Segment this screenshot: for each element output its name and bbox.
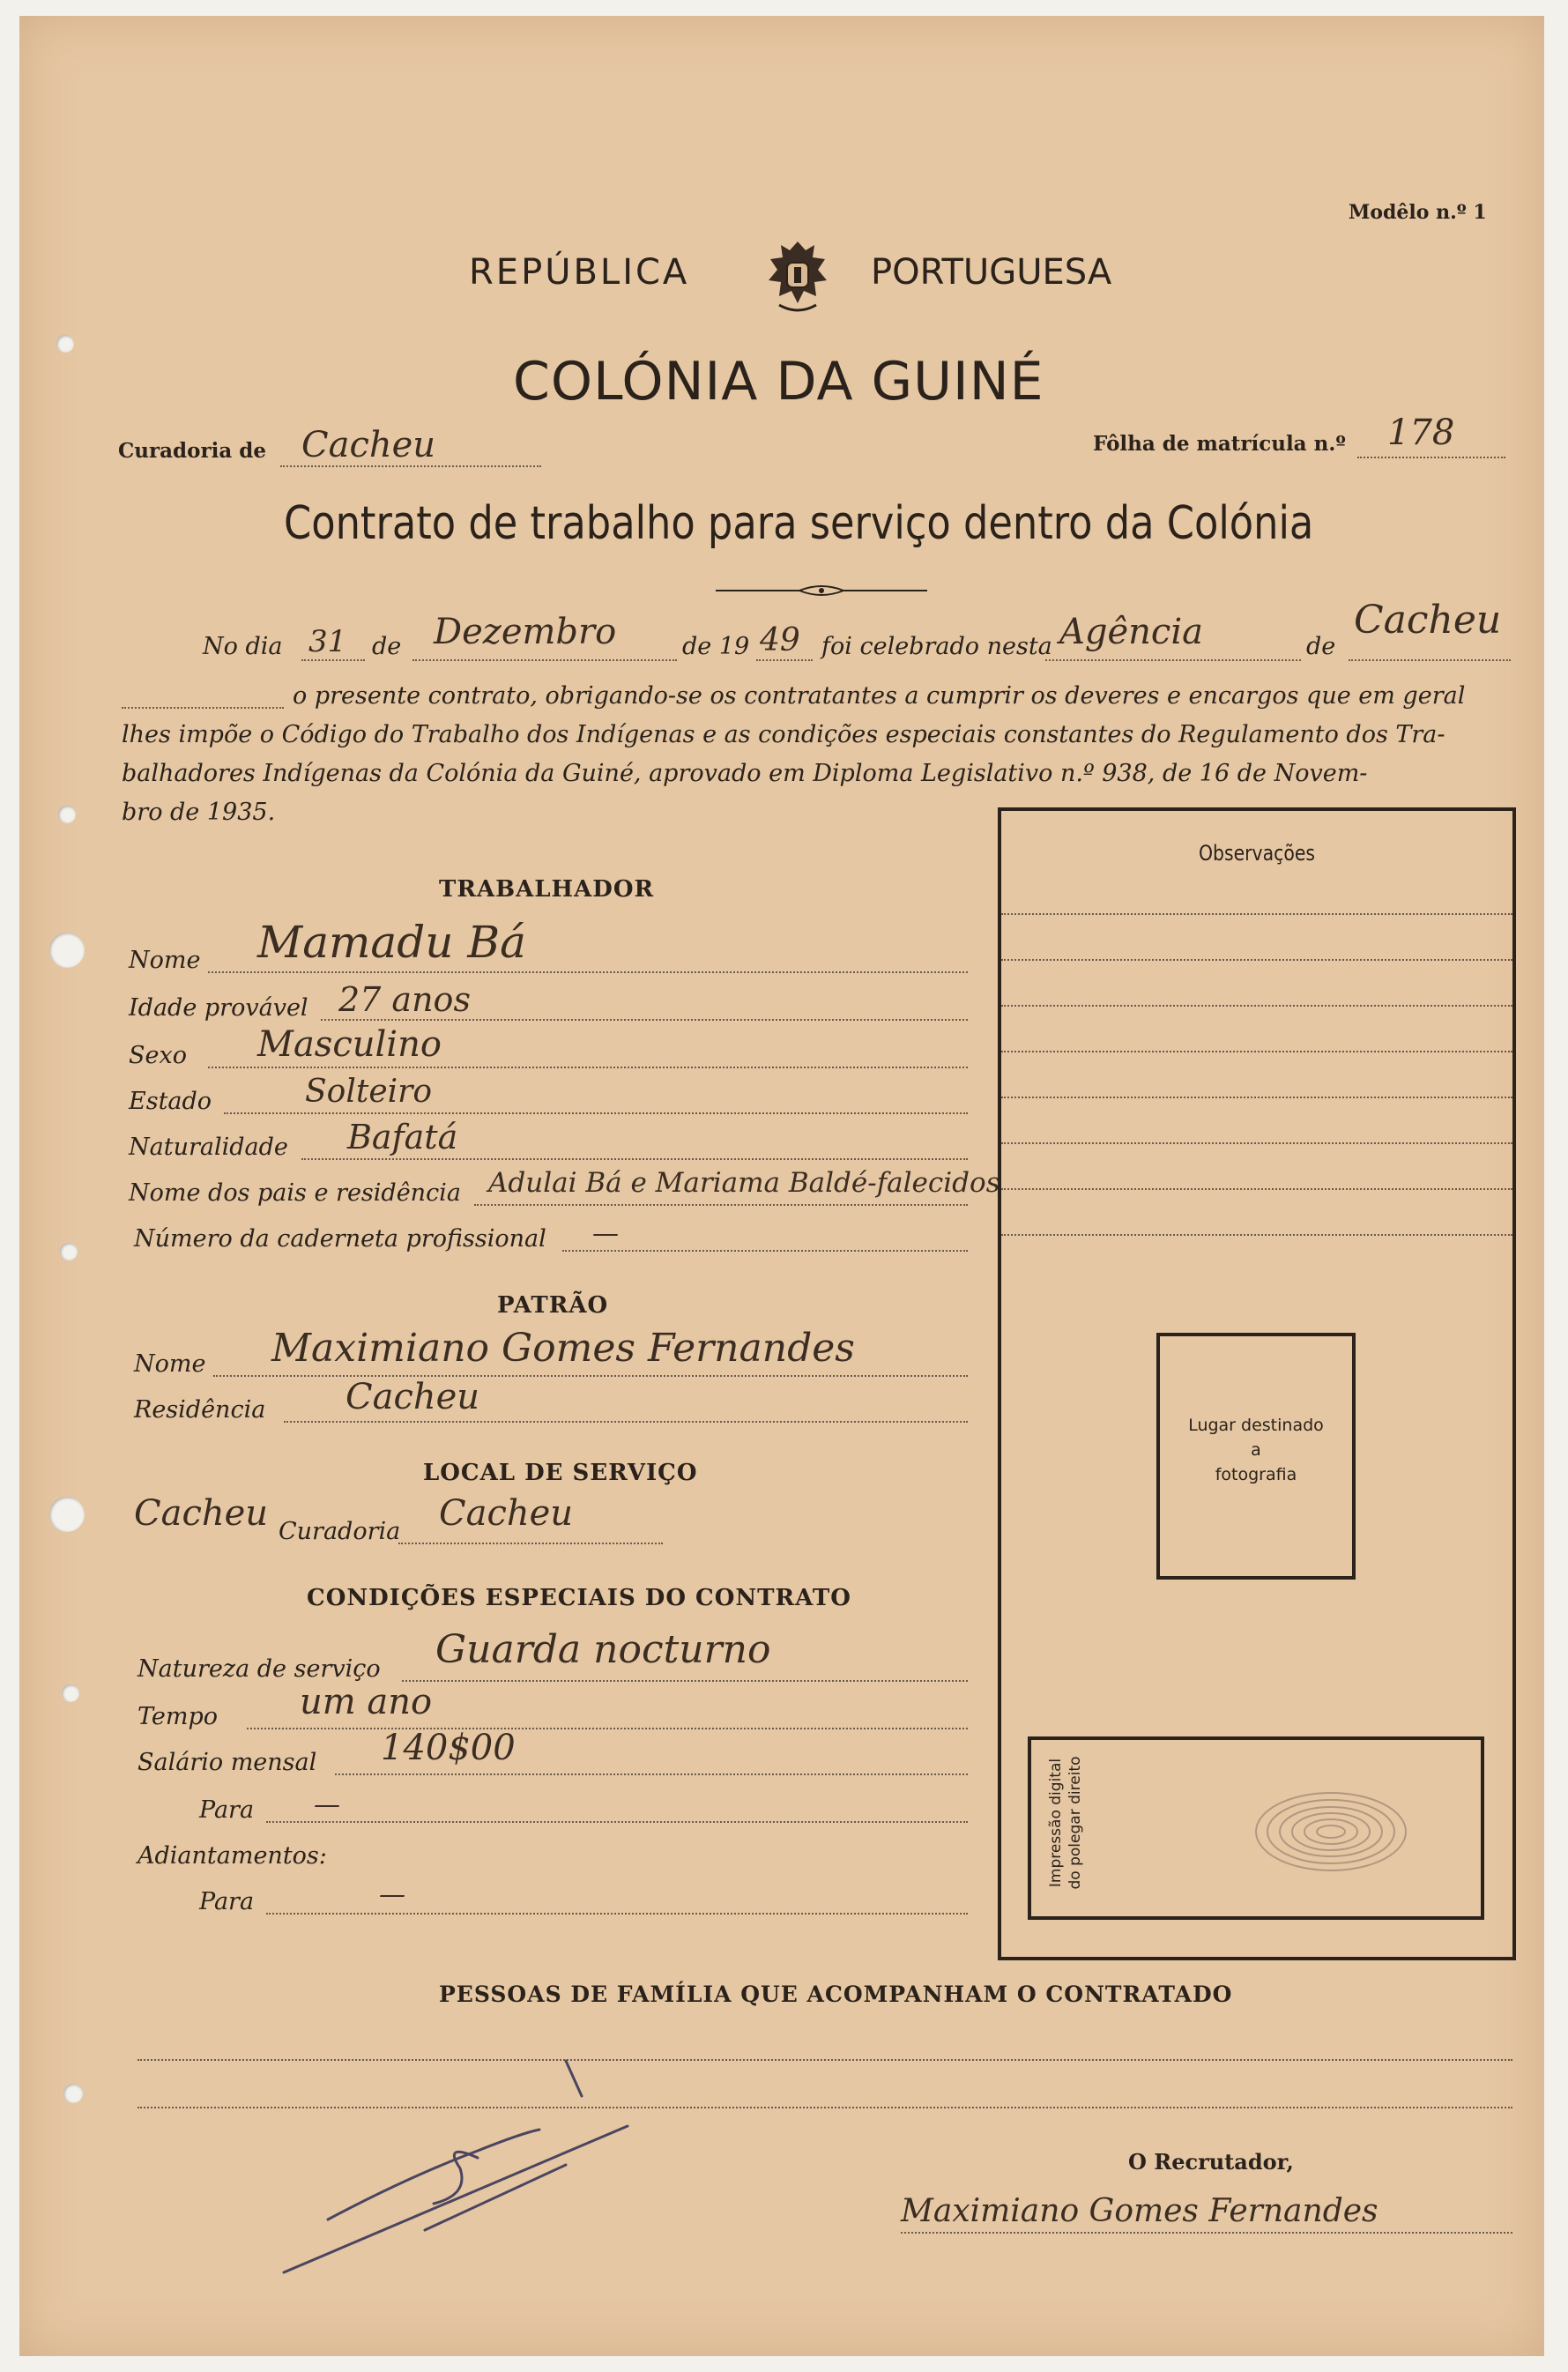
trabalhador-nome: Mamadu Bá [257,917,526,968]
residencia-label: Residência [134,1396,266,1424]
observacoes-heading: Observações [1198,841,1316,866]
model-number: Modêlo n.º 1 [1349,201,1487,224]
condicoes-natureza: Guarda nocturno [435,1627,771,1672]
intro-de-19: de 19 [682,633,750,660]
intro-local-dots [1045,659,1301,661]
punch-hole [49,933,85,968]
punch-hole [63,2084,83,2103]
tempo-dots [247,1728,968,1729]
sexo-label: Sexo [129,1042,187,1069]
thumbprint-label-line1: Impressão digital [1047,1758,1065,1888]
intro-dia-dots [301,659,365,661]
local-curadoria-label: Curadoria [279,1518,401,1545]
observacoes-box [998,807,1516,1960]
photo-text-line1: Lugar destinado [1188,1416,1324,1435]
intro-cidade-dots [1349,659,1511,661]
estado-label: Estado [129,1088,212,1115]
condicoes-heading: CONDIÇÕES ESPECIAIS DO CONTRATO [307,1585,851,1611]
para2-label: Para [199,1888,255,1915]
patrao-nome-label: Nome [134,1350,206,1378]
caderneta-label: Número da caderneta profissional [134,1225,546,1253]
local-servico-local: Cacheu [134,1493,269,1534]
punch-hole [58,806,76,823]
intro-local: Agência [1059,612,1203,652]
intro-line3: lhes impõe o Código do Trabalho dos Indígenas e as condições especiais constantes do Regulamento dos Tra- [122,721,1445,748]
intro-line4: balhadores Indígenas da Colónia da Guiné, aprovado em Diploma Legislativo n.º 938, de 16 de Novem- [122,760,1368,787]
adiantamentos-label: Adiantamentos: [137,1842,327,1870]
curadoria-value: Cacheu [301,425,436,465]
natureza-label: Natureza de serviço [137,1655,381,1683]
sexo-dots [208,1067,968,1068]
republic-left-text: REPÚBLICA [469,252,690,293]
observacoes-line [1001,1051,1512,1052]
folha-label: Fôlha de matrícula n.º [1093,432,1346,456]
observacoes-line [1001,959,1512,961]
intro-dia: 31 [308,624,347,659]
intro-mes-dots [412,659,677,661]
curadoria-label: Curadoria de [118,439,266,463]
local-servico-curadoria: Cacheu [439,1493,574,1534]
intro-line2-dots [122,707,284,709]
nome-label: Nome [129,947,201,974]
intro-foi-celebrado: foi celebrado nesta [821,633,1052,660]
observacoes-line [1001,1234,1512,1236]
trabalhador-caderneta: — [592,1218,619,1249]
photo-text-line2: a [1251,1440,1261,1460]
pais-label: Nome dos pais e residência [129,1179,461,1207]
title-ornament [716,582,927,599]
patrao-nome: Maximiano Gomes Fernandes [271,1326,855,1371]
thumbprint-icon [1252,1788,1410,1876]
condicoes-para1: — [314,1789,340,1820]
thumbprint-box [1028,1736,1484,1920]
observacoes-line [1001,913,1512,915]
punch-hole [56,335,74,353]
photo-placeholder-box [1156,1333,1356,1580]
para2-dots [266,1913,968,1915]
trabalhador-idade: 27 anos [338,980,471,1019]
condicoes-salario: 140$00 [381,1728,516,1768]
observacoes-line [1001,1005,1512,1007]
observacoes-line [1001,1097,1512,1098]
observacoes-line [1001,1188,1512,1190]
trabalhador-heading: TRABALHADOR [439,876,655,903]
intro-ano-dots [756,659,813,661]
handwritten-mark-icon [275,2045,645,2283]
recrutador-signature: Maximiano Gomes Fernandes [901,2193,1379,2229]
recrutador-label: O Recrutador, [1128,2149,1294,2175]
condicoes-para2: — [379,1879,405,1910]
patrao-residencia: Cacheu [346,1377,480,1417]
pais-dots [474,1204,968,1206]
estado-dots [224,1112,968,1114]
trabalhador-estado: Solteiro [305,1074,433,1110]
trabalhador-sexo: Masculino [257,1024,442,1065]
punch-hole [60,1243,78,1260]
intro-de2: de [1306,633,1336,660]
recrutador-dots [901,2232,1512,2234]
intro-no-dia: No dia [203,633,283,660]
republic-right-text: PORTUGUESA [871,252,1112,293]
local-servico-heading: LOCAL DE SERVIÇO [423,1460,698,1486]
intro-mes: Dezembro [434,612,617,652]
local-curadoria-dots [398,1543,663,1544]
salario-label: Salário mensal [137,1749,317,1776]
idade-dots [321,1019,968,1021]
punch-hole [62,1684,79,1702]
naturalidade-dots [301,1158,968,1160]
salario-dots [335,1773,968,1775]
intro-de1: de [372,633,402,660]
punch-hole [49,1497,85,1532]
intro-line5: bro de 1935. [122,799,276,826]
trabalhador-pais: Adulai Bá e Mariama Baldé-falecidos [488,1167,1000,1199]
caderneta-dots [562,1250,968,1252]
document-title: Contrato de trabalho para serviço dentro da Colónia [284,497,1314,550]
para1-dots [266,1821,968,1823]
residencia-dots [284,1421,968,1423]
trabalhador-naturalidade: Bafatá [347,1118,458,1156]
patrao-heading: PATRÃO [497,1292,609,1319]
curadoria-dots [280,465,541,467]
nome-dots [208,971,968,973]
observacoes-line [1001,1142,1512,1144]
photo-text-line3: fotografia [1215,1465,1297,1484]
coat-of-arms-icon [762,238,834,317]
patrao-nome-dots [213,1375,968,1377]
para1-label: Para [199,1796,255,1824]
familia-heading: PESSOAS DE FAMÍLIA QUE ACOMPANHAM O CONTRATADO [439,1982,1233,2007]
condicoes-tempo: um ano [300,1682,433,1722]
thumbprint-label-line2: do polegar direito [1066,1756,1084,1890]
folha-value: 178 [1387,413,1455,453]
naturalidade-label: Naturalidade [129,1134,288,1161]
intro-ano: 49 [760,622,800,658]
folha-dots [1357,457,1505,458]
colony-title: COLÓNIA DA GUINÉ [513,351,1044,413]
intro-line2: o presente contrato, obrigando-se os contratantes a cumprir os deveres e encargos que em geral [293,682,1466,710]
tempo-label: Tempo [137,1703,219,1730]
idade-label: Idade provável [129,994,308,1022]
intro-cidade: Cacheu [1354,598,1502,643]
document-page [19,16,1544,2356]
natureza-dots [402,1680,968,1682]
